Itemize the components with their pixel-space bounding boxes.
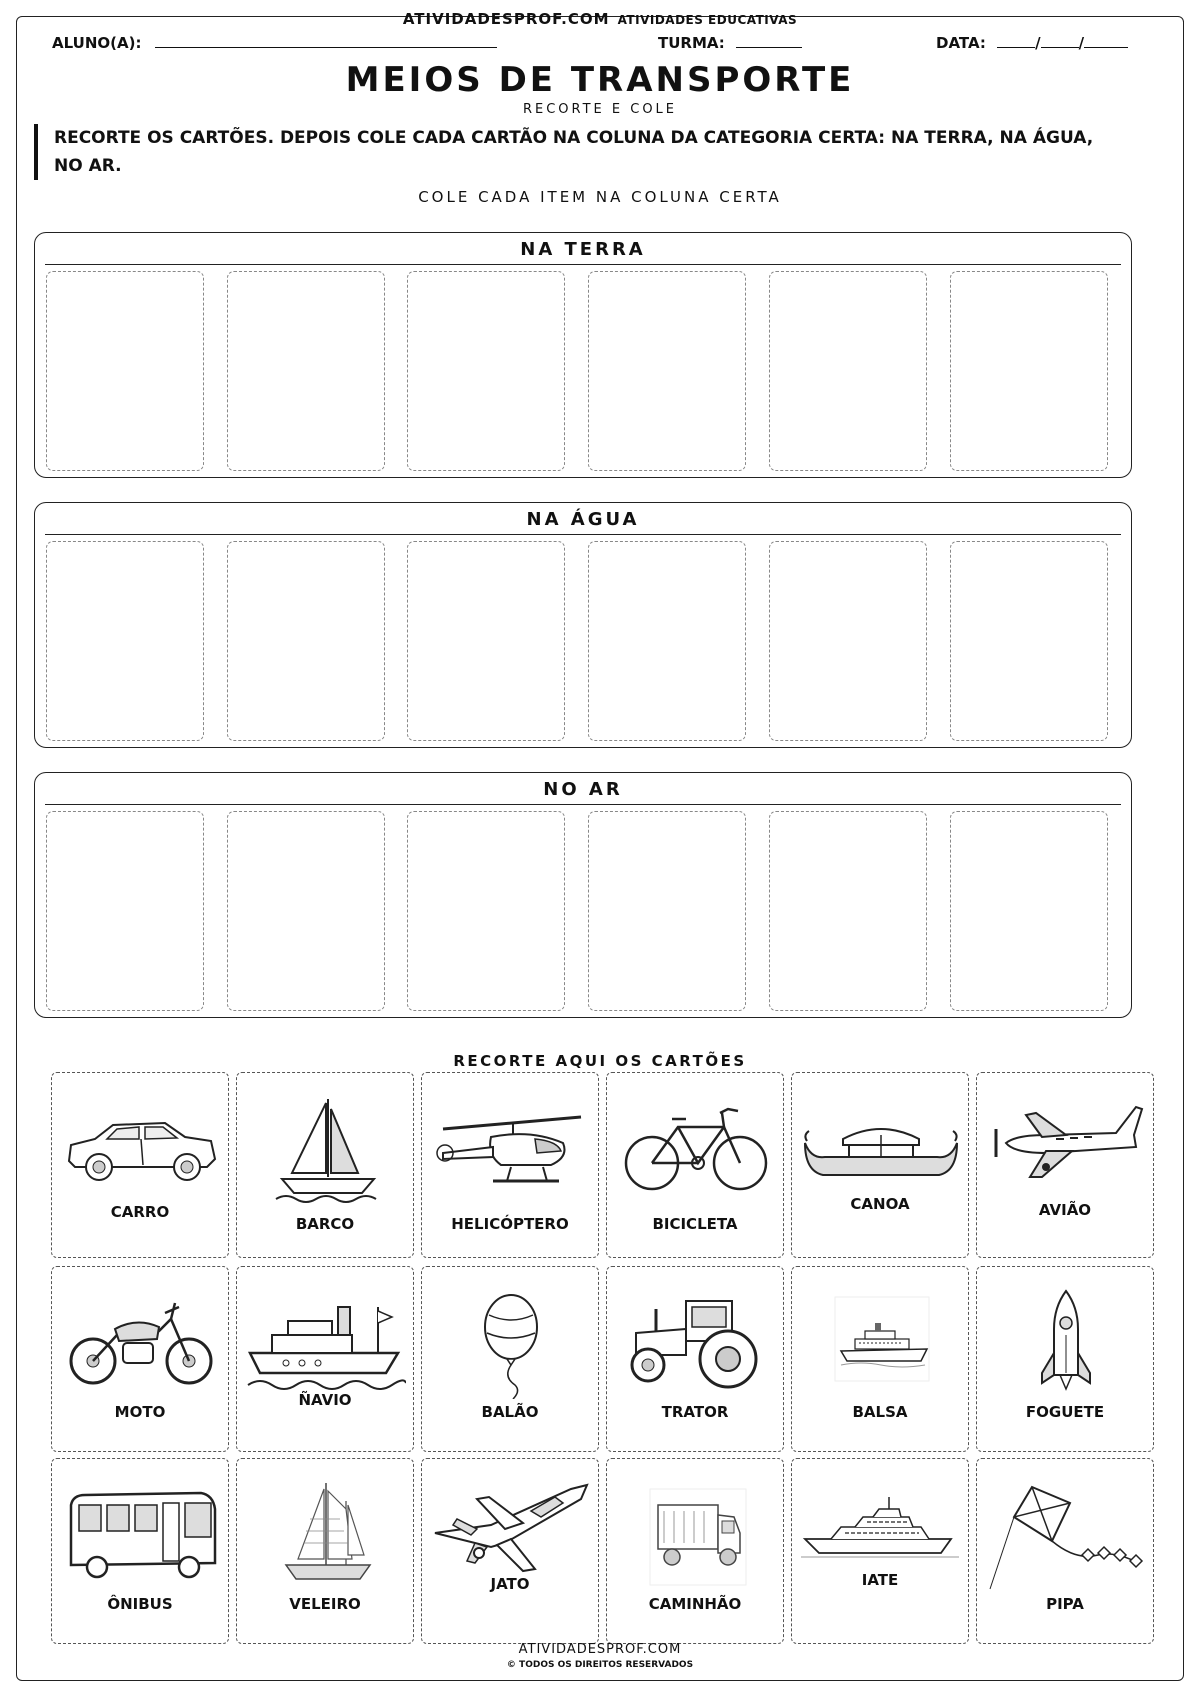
paste-slot[interactable] [407, 541, 565, 741]
card-label: BALÃO [481, 1403, 539, 1421]
date-sep: / [1035, 34, 1041, 52]
card-label: ÔNIBUS [107, 1595, 173, 1613]
card-label: FOGUETE [1025, 1403, 1105, 1421]
cut-card-veleiro[interactable] [236, 1458, 414, 1644]
category-rule [45, 264, 1121, 265]
site-header [0, 10, 1200, 28]
card-label: HELICÓPTERO [451, 1215, 569, 1233]
paste-slot[interactable] [950, 541, 1108, 741]
bus-icon [61, 1481, 221, 1591]
aluno-label: ALUNO(A): [52, 34, 142, 52]
paste-slot[interactable] [46, 271, 204, 471]
month-line[interactable] [1041, 34, 1079, 48]
category-water [34, 502, 1132, 748]
date-sep: / [1078, 34, 1085, 52]
card-label: BARCO [295, 1215, 355, 1233]
card-label: AVIÃO [1038, 1201, 1092, 1219]
data-label: DATA: [936, 34, 986, 52]
card-label: CAMINHÃO [648, 1595, 742, 1613]
card-label: BALSA [852, 1403, 908, 1421]
paste-slot[interactable] [769, 271, 927, 471]
cut-card-carro[interactable] [51, 1072, 229, 1258]
paste-slot[interactable] [227, 271, 385, 471]
paste-slot[interactable] [769, 541, 927, 741]
cut-card-bicicleta[interactable] [606, 1072, 784, 1258]
category-land [34, 232, 1132, 478]
cut-card-helicoptero[interactable] [421, 1072, 599, 1258]
instruction-text: RECORTE OS CARTÕES. DEPOIS COLE CADA CARTÃO NA COLUNA DA CATEGORIA CERTA: NA TERRA, NA ÁGUA, NO AR. [34, 124, 1124, 180]
site-name: ATIVIDADESPROF.COM [402, 10, 610, 28]
paste-heading: COLE CADA ITEM NA COLUNA CERTA [418, 188, 782, 206]
turma-field[interactable] [658, 34, 802, 52]
aluno-field[interactable] [52, 34, 497, 52]
paste-slot[interactable] [46, 811, 204, 1011]
card-label: TRATOR [661, 1403, 729, 1421]
ferry-icon [801, 1289, 961, 1399]
turma-label: TURMA: [658, 34, 725, 52]
page-title: MEIOS DE TRANSPORTE [345, 60, 855, 100]
cut-card-balao[interactable] [421, 1266, 599, 1452]
paste-slot[interactable] [950, 271, 1108, 471]
truck-icon [616, 1481, 776, 1591]
category-title: NA ÁGUA [526, 509, 640, 530]
paste-slot[interactable] [588, 271, 746, 471]
paste-slot[interactable] [588, 811, 746, 1011]
paste-slot[interactable] [407, 271, 565, 471]
sailing-ship-icon [246, 1481, 406, 1591]
cut-card-pipa[interactable] [976, 1458, 1154, 1644]
cut-card-canoa[interactable] [791, 1072, 969, 1258]
canoe-icon [801, 1095, 961, 1205]
card-label: ÑAVIO [298, 1391, 352, 1409]
card-label: CARRO [110, 1203, 170, 1221]
cut-card-moto[interactable] [51, 1266, 229, 1452]
card-label: JATO [490, 1575, 530, 1593]
paste-slot[interactable] [227, 541, 385, 741]
day-line[interactable] [997, 34, 1035, 48]
paste-slot[interactable] [588, 541, 746, 741]
category-rule [45, 534, 1121, 535]
year-line[interactable] [1084, 34, 1128, 48]
card-label: BICICLETA [652, 1215, 738, 1233]
sailboat-icon [246, 1095, 406, 1205]
kite-icon [986, 1481, 1146, 1591]
rocket-icon [986, 1289, 1146, 1399]
car-icon [61, 1095, 221, 1205]
motorcycle-icon [61, 1289, 221, 1399]
cut-card-balsa[interactable] [791, 1266, 969, 1452]
paste-slot[interactable] [950, 811, 1108, 1011]
card-label: CANOA [850, 1195, 910, 1213]
cut-card-foguete[interactable] [976, 1266, 1154, 1452]
category-air [34, 772, 1132, 1018]
aluno-line[interactable] [155, 34, 497, 48]
tractor-icon [616, 1289, 776, 1399]
category-title: NO AR [543, 779, 623, 800]
bicycle-icon [616, 1095, 776, 1205]
balloon-icon [431, 1289, 591, 1399]
cut-heading: RECORTE AQUI OS CARTÕES [453, 1052, 747, 1070]
category-title: NA TERRA [520, 239, 646, 260]
category-rule [45, 804, 1121, 805]
data-field[interactable] [936, 34, 1128, 52]
footer-rights: © TODOS OS DIREITOS RESERVADOS [506, 1660, 694, 1670]
card-label: IATE [861, 1571, 899, 1589]
cut-card-iate[interactable] [791, 1458, 969, 1644]
page-subtitle: RECORTE E COLE [522, 102, 678, 117]
cut-card-barco[interactable] [236, 1072, 414, 1258]
card-label: PIPA [1046, 1595, 1084, 1613]
paste-slot[interactable] [407, 811, 565, 1011]
paste-slot[interactable] [769, 811, 927, 1011]
footer-site: ATIVIDADESPROF.COM [518, 1642, 682, 1657]
cut-card-jato[interactable] [421, 1458, 599, 1644]
cut-card-navio[interactable] [236, 1266, 414, 1452]
turma-line[interactable] [736, 34, 802, 48]
card-label: MOTO [114, 1403, 166, 1421]
cut-card-onibus[interactable] [51, 1458, 229, 1644]
site-subtitle: ATIVIDADES EDUCATIVAS [617, 13, 798, 27]
helicopter-icon [431, 1095, 591, 1205]
paste-slot[interactable] [227, 811, 385, 1011]
paste-slot[interactable] [46, 541, 204, 741]
airplane-icon [986, 1095, 1146, 1205]
ship-icon [246, 1289, 406, 1399]
card-label: VELEIRO [289, 1595, 361, 1613]
cut-card-aviao[interactable] [976, 1072, 1154, 1258]
student-info-row [36, 34, 1164, 58]
cut-card-caminhao[interactable] [606, 1458, 784, 1644]
cut-card-trator[interactable] [606, 1266, 784, 1452]
